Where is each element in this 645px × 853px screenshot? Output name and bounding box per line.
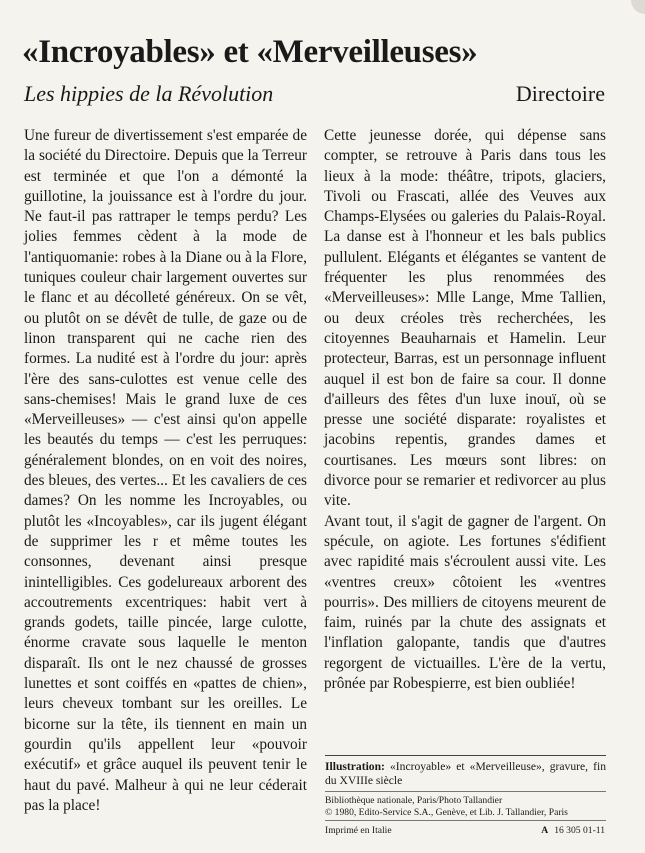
illustration-text: «Incroyable» et «Merveilleuse», gravure, fin du XVIIIe siècle (325, 760, 606, 787)
footer-rule-bottom (325, 820, 606, 821)
credit-line-1: Bibliothèque nationale, Paris/Photo Tallandier (325, 795, 503, 806)
card-title: «Incroyables» et «Merveilleuses» (22, 34, 478, 70)
card-reference (541, 825, 605, 836)
ref-number: 16 305 01-11 (554, 825, 605, 836)
left-column (24, 126, 307, 816)
footer-rule-top (325, 755, 606, 756)
illustration-label: Illustration: (325, 760, 385, 773)
credit-line-2: © 1980, Edito-Service S.A., Genève, et Lib. J. Tallandier, Paris (325, 807, 568, 818)
category-label: Directoire (515, 81, 605, 106)
card-subtitle: Les hippies de la Révolution (24, 81, 274, 106)
right-paragraph-1: Cette jeunesse dorée, qui dépense sans compter, se retrouve à Paris dans tous les lieux à la mode: théâtre, tripots, glaciers, Tivoli ou Frascati, allée des Veuves aux Champs-Elysées ou galeries du Palais-Royal. La danse est à l'honneur et les bals publics pullulent. Elégants et élégantes se vantent de fréquenter les plus renommées des «Merveilleuses»: Mlle Lange, Mme Tallien, ou deux créoles très recherchées, les citoyennes Beauharnais et Hamelin. Leur protecteur, Barras, est un personnage influent auquel il est bon de faire sa cour. Il donne d'ailleurs des fêtes d'un luxe inouï, où se presse une société disparate: royalistes et jacobins repentis, grandes dames et courtisanes. Les mœurs sont libres: on divorce pour se remarier et redivorcer au plus vite. (324, 127, 606, 510)
card-corner (631, 0, 645, 14)
footer-rule-mid (325, 791, 606, 792)
ref-letter: A (541, 825, 549, 836)
illustration-caption (325, 760, 606, 788)
right-paragraph-2: Avant tout, il s'agit de gagner de l'argent. On spécule, on agiote. Les fortunes s'édifient avec rapidité mais s'écroulent aussi vite. Les «ventres creux» côtoient les «ventres pourris». Des milliers de citoyens meurent de faim, ruinés par la chute des assignats et l'inflation galopante, tandis que d'autres regorgent de victuailles. L'ère de la vertu, prônée par Robespierre, est bien oubliée! (324, 512, 606, 693)
left-paragraph-1: Une fureur de divertissement s'est emparée de la société du Directoire. Depuis que la Terreur est terminée et que l'on a démonté la guillotine, la jouissance est à l'ordre du jour. Ne faut-il pas rattraper le temps perdu? Les jolies femmes cèdent à la mode de l'antiquomanie: robes à la Diane ou à la Flore, tuniques couleur chair largement ouvertes sur le flanc et au décolleté généreux. On se vêt, ou plutôt on se dévêt de tulle, de gaze ou de linon transparent qui ne cache rien des formes. La nudité est à l'ordre du jour: après l'ère des sans-culottes est venue celle des sans-chemises! Mais le grand luxe de ces «Merveilleuses» — c'est ainsi qu'on appelle les beautés du temps — c'est les perruques: généralement blondes, on en voit des noires, des bleues, des vertes... Et les cavaliers de ces dames? On les nomme les Incroyables, ou plutôt les «Incoyables», car ils jugent élégant de supprimer les r et même toutes les consonnes, devenant ainsi presque inintelligibles. Ces godelureaux arborent des accoutrements excentriques: habit vert à grands godets, taille pincée, large culotte, énorme cravate sous laquelle le menton disparaît. Ils ont le nez chaussé de grosses lunettes et sont coiffés en «pattes de chien», leurs cheveux tombant sur les oreilles. Le bicorne sur la tête, ils tiennent en main un gourdin qu'ils appellent leur «pouvoir exécutif» et grâce auquel ils peuvent tenir le haut du pavé. Malheur à qui ne leur céderait pas la place! (24, 127, 307, 814)
credits (325, 795, 606, 819)
right-column (324, 126, 606, 694)
printed-in: Imprimé en Italie (325, 825, 392, 836)
